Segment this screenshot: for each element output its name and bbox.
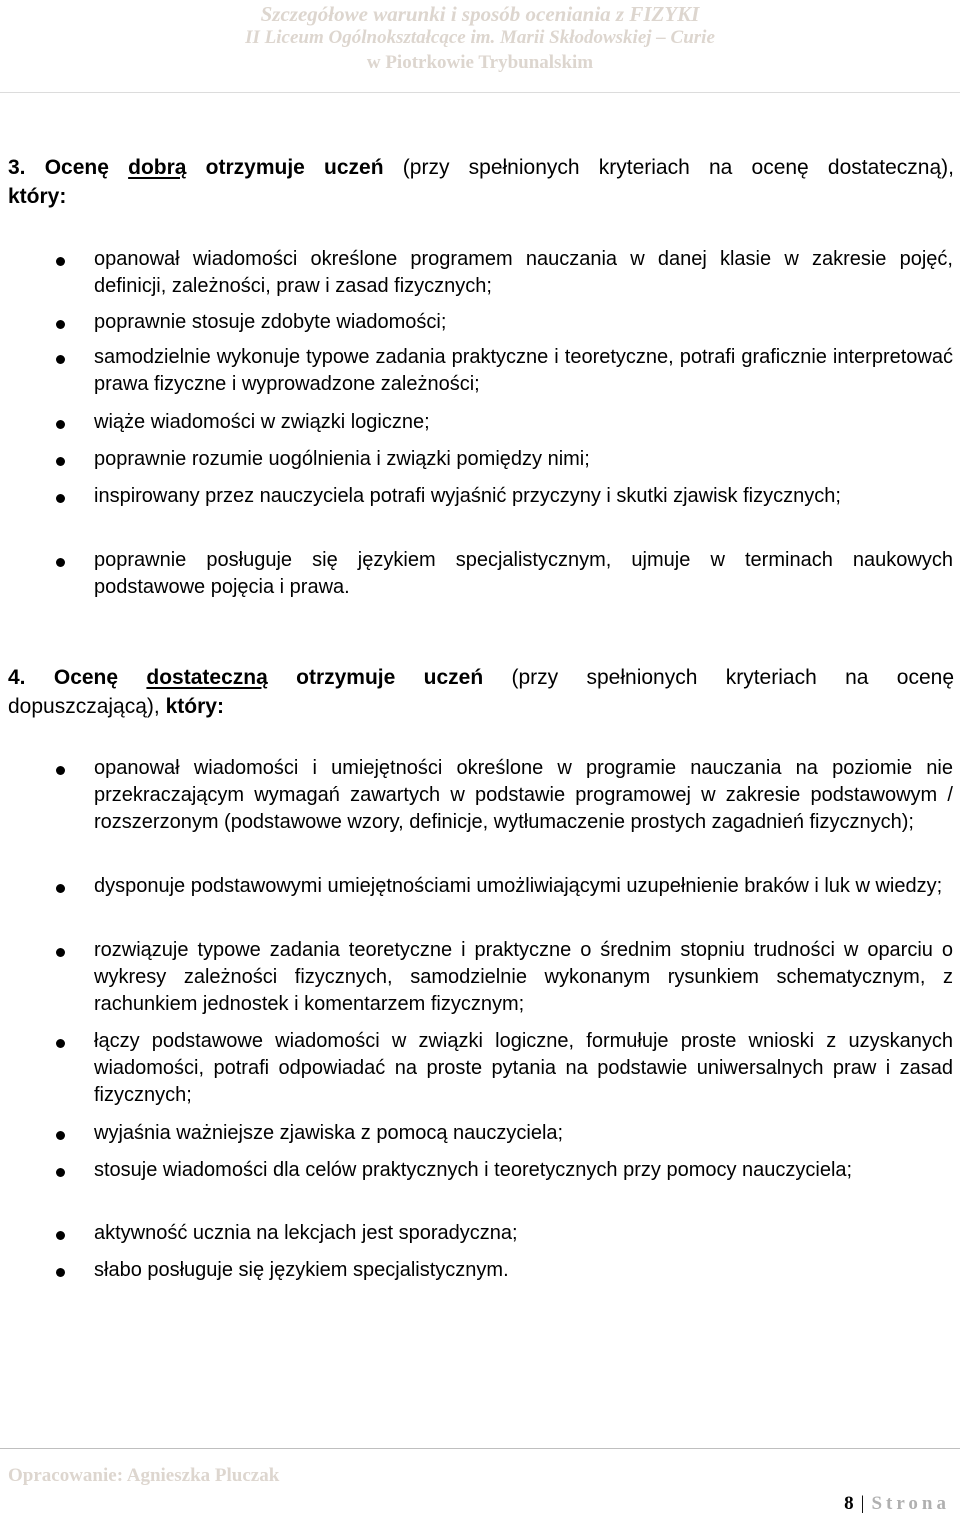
- list-item: poprawnie stosuje zdobyte wiadomości;: [94, 311, 447, 333]
- bullet-icon: [56, 1168, 65, 1177]
- footer-divider: [0, 1448, 960, 1449]
- header-city: w Piotrkowie Trybunalskim: [366, 52, 594, 73]
- list-item: słabo posługuje się językiem specjalistycznym.: [94, 1259, 509, 1281]
- header-school: II Liceum Ogólnokształcące im. Marii Skłodowskiej – Curie: [245, 27, 715, 48]
- list-item: łączy podstawowe wiadomości w związki logiczne, formułuje proste wnioski z uzyskanych wiadomości, potrafi odpowiadać na proste pytania na podstawie uniwersalnych praw i zasad fizycznych;: [94, 1030, 953, 1106]
- list-item: wyjaśnia ważniejsze zjawiska z pomocą nauczyciela;: [94, 1122, 564, 1144]
- bullet-icon: [56, 884, 65, 893]
- list-item: dysponuje podstawowymi umiejętnościami umożliwiającymi uzupełnienie braków i luk w wiedzy;: [94, 875, 943, 897]
- bullet-icon: [56, 1268, 65, 1277]
- bullet-icon: [56, 457, 65, 466]
- page-number-value: 8: [844, 1493, 855, 1514]
- page-label: Strona: [871, 1493, 950, 1514]
- bullet-icon: [56, 1131, 65, 1140]
- page-number: [844, 1493, 950, 1515]
- section-4-title: [8, 664, 954, 692]
- section-3-subject: otrzymuje uczeń: [205, 156, 384, 179]
- bullet-icon: [56, 320, 65, 329]
- list-item: opanował wiadomości i umiejętności określone w programie nauczania na poziomie nie przekraczającym wymagań zawartych w podstawie programowej w zakresie podstawowym / rozszerzonym (podstawowe wzory, definicje, wytłumaczenie prostych zagadnień fizycznych);: [94, 757, 953, 833]
- list-item: samodzielnie wykonuje typowe zadania praktyczne i teoretyczne, potrafi graficznie interpretować prawa fizyczne i wyprowadzone zależności;: [94, 346, 953, 395]
- section-4-grade: dostateczną: [146, 666, 268, 689]
- bullet-icon: [56, 558, 65, 567]
- list-item: poprawnie rozumie uogólnienia i związki pomiędzy nimi;: [94, 448, 590, 470]
- section-4-lead: Ocenę: [53, 666, 119, 689]
- bullet-icon: [56, 1039, 65, 1048]
- list-item: aktywność ucznia na lekcjach jest sporadyczna;: [94, 1222, 518, 1244]
- page-number-separator: |: [860, 1493, 866, 1514]
- section-4-title-line2: [8, 693, 954, 721]
- section-4-tail: który:: [165, 695, 224, 718]
- section-3-condition: (przy spełnionych kryteriach na ocenę dostateczną),: [402, 156, 954, 179]
- bullet-icon: [56, 420, 65, 429]
- section-4-condition: (przy spełnionych kryteriach na ocenę: [511, 666, 954, 689]
- bullet-icon: [56, 257, 65, 266]
- list-item: wiąże wiadomości w związki logiczne;: [94, 411, 430, 433]
- section-3-lead: Ocenę: [44, 156, 109, 179]
- bullet-icon: [56, 494, 65, 503]
- header-title: Szczegółowe warunki i sposób oceniania z FIZYKI: [260, 2, 700, 26]
- section-3-number: 3.: [8, 156, 26, 179]
- footer-author: Opracowanie: Agnieszka Pluczak: [8, 1465, 280, 1486]
- section-3-title: [8, 154, 954, 182]
- section-3-grade: dobrą: [128, 156, 187, 179]
- list-item: stosuje wiadomości dla celów praktycznych i teoretycznych przy pomocy nauczyciela;: [94, 1159, 853, 1181]
- bullet-icon: [56, 355, 65, 364]
- bullet-icon: [56, 1231, 65, 1240]
- section-4-subject: otrzymuje uczeń: [296, 666, 484, 689]
- section-4-condition-end: dopuszczającą),: [8, 695, 160, 718]
- list-item: rozwiązuje typowe zadania teoretyczne i praktyczne o średnim stopniu trudności w oparciu o wykresy zależności fizycznych, samodzielnie wykonanym rysunkiem schematycznym, z rachunkiem jednostek i komentarzem fizycznym;: [94, 939, 953, 1015]
- list-item: opanował wiadomości określone programem nauczania w danej klasie w zakresie pojęć, definicji, zależności, praw i zasad fizycznych;: [94, 248, 953, 297]
- bullet-icon: [56, 766, 65, 775]
- section-4-number: 4.: [8, 666, 26, 689]
- bullet-icon: [56, 948, 65, 957]
- header-divider: [0, 92, 960, 93]
- list-item: inspirowany przez nauczyciela potrafi wyjaśnić przyczyny i skutki zjawisk fizycznych;: [94, 485, 841, 507]
- list-item: poprawnie posługuje się językiem specjalistycznym, ujmuje w terminach naukowych podstawowe pojęcia i prawa.: [94, 549, 953, 598]
- section-3-tail: który:: [8, 185, 67, 208]
